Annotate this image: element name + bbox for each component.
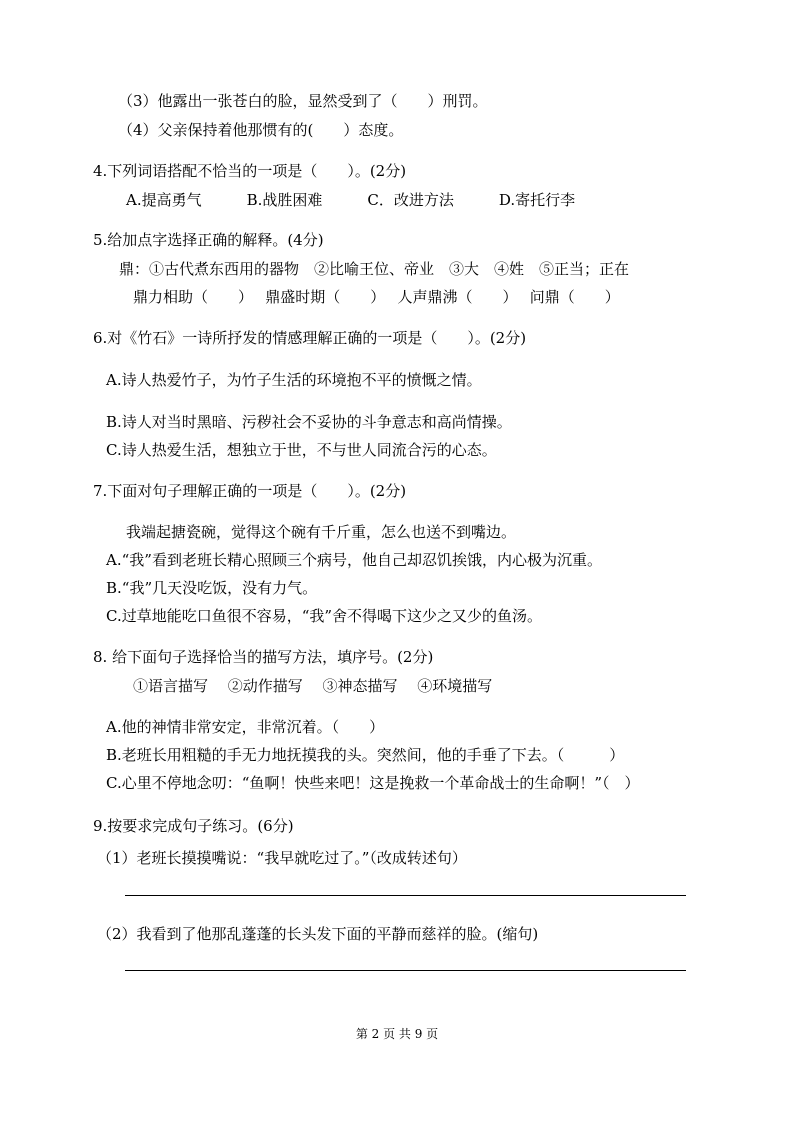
q5-items: 鼎力相助（ ） 鼎盛时期（ ） 人声鼎沸（ ） 问鼎（ ）: [133, 288, 620, 306]
q5-stem: 5.给加点字选择正确的解释。(4分): [93, 231, 324, 249]
q5-definitions: 鼎：①古代煮东西用的器物 ②比喻王位、帝业 ③大 ④姓 ⑤正当；正在: [119, 260, 630, 278]
q9-item-1: （1）老班长摸摸嘴说：“我早就吃过了。”（改成转述句）: [97, 849, 467, 867]
q8-stem: 8. 给下面句子选择恰当的描写方法，填序号。(2分): [93, 648, 434, 666]
q7-option-b: B.“我”几天没吃饭，没有力气。: [106, 579, 318, 597]
answer-line-1[interactable]: [125, 895, 686, 896]
q8-option-a: A.他的神情非常安定，非常沉着。（ ）: [106, 718, 385, 736]
page-footer: 第 2 页 共 9 页: [355, 1027, 439, 1041]
q4-stem: 4.下列词语搭配不恰当的一项是（ ）。(2分): [93, 162, 407, 180]
q7-stem: 7.下面对句子理解正确的一项是（ ）。(2分): [93, 482, 407, 500]
q4-options: A.提高勇气 B.战胜困难 C．改进方法 D.寄托行李: [126, 191, 576, 209]
q7-option-a: A.“我”看到老班长精心照顾三个病号，他自己却忍饥挨饿，内心极为沉重。: [106, 551, 602, 569]
q8-option-c: C.心里不停地念叨：“鱼啊！快些来吧！这是挽救一个革命战士的生命啊！”（ ）: [106, 774, 640, 792]
q6-option-b: B.诗人对当时黑暗、污秽社会不妥协的斗争意志和高尚情操。: [106, 413, 512, 431]
q7-option-c: C.过草地能吃口鱼很不容易，“我”舍不得喝下这少之又少的鱼汤。: [106, 607, 543, 625]
q6-option-c: C.诗人热爱生活，想独立于世，不与世人同流合污的心态。: [106, 441, 497, 459]
q3-item-3: （3）他露出一张苍白的脸，显然受到了（ ）刑罚。: [118, 92, 488, 110]
q6-stem: 6.对《竹石》一诗所抒发的情感理解正确的一项是（ ）。(2分): [93, 329, 527, 347]
answer-line-2[interactable]: [125, 970, 686, 971]
q6-option-a: A.诗人热爱竹子，为竹子生活的环境抱不平的愤慨之情。: [106, 371, 482, 389]
q9-stem: 9.按要求完成句子练习。(6分): [93, 817, 294, 835]
q9-item-2: （2）我看到了他那乱蓬蓬的长头发下面的平静而慈祥的脸。(缩句): [97, 925, 539, 943]
q3-item-4: （4）父亲保持着他那惯有的( ）态度。: [118, 121, 404, 139]
q7-sentence: 我端起搪瓷碗，觉得这个碗有千斤重，怎么也送不到嘴边。: [126, 523, 517, 541]
q8-option-b: B.老班长用粗糙的手无力地抚摸我的头。突然间，他的手垂了下去。（ ）: [106, 746, 625, 764]
q8-methods: ①语言描写 ②动作描写 ③神态描写 ④环境描写: [133, 677, 493, 695]
